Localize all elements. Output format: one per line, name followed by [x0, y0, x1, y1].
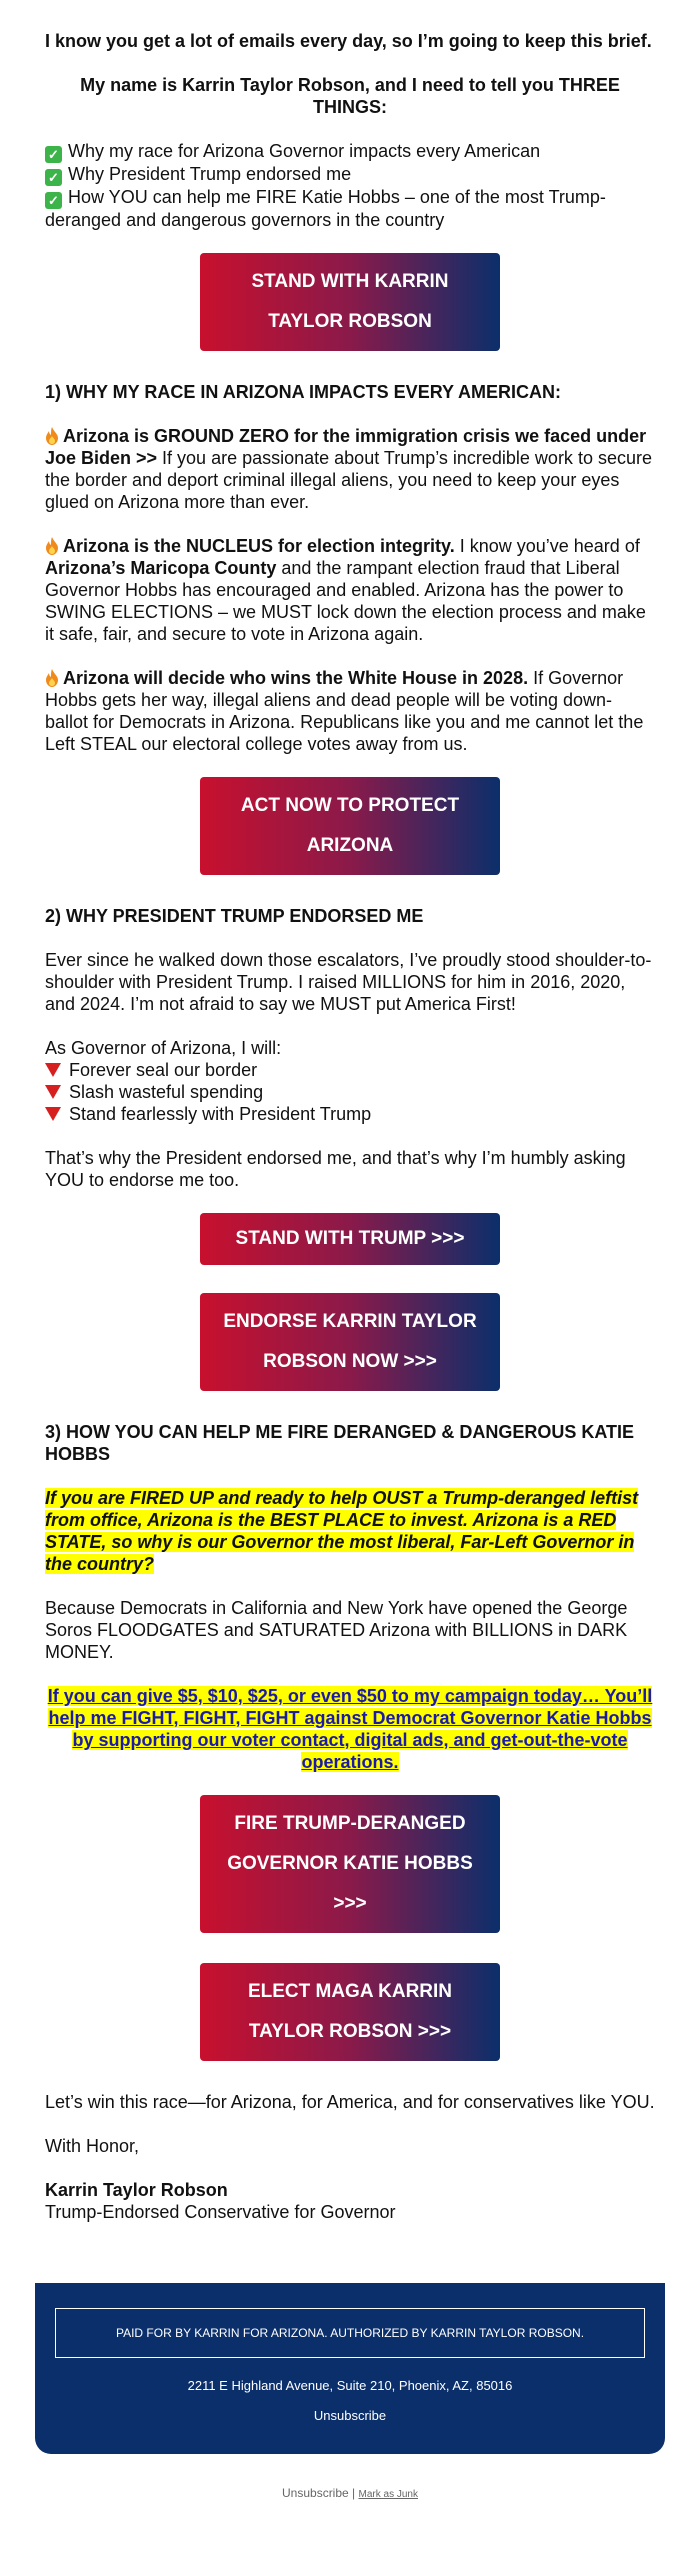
separator: | [352, 2486, 356, 2500]
list-item: Stand fearlessly with President Trump [45, 1103, 655, 1125]
signoff: With Honor, [45, 2136, 140, 2156]
check-icon: ✓ [45, 146, 62, 163]
footer-unsubscribe-link[interactable]: Unsubscribe [313, 2408, 387, 2423]
unsubscribe-link[interactable]: Unsubscribe [282, 2486, 349, 2500]
will-list [45, 1037, 655, 1125]
red-triangle-icon [45, 1107, 61, 1121]
section3-p1: Because Democrats in California and New York have opened the George Soros FLOODGATES and SATURATED Arizona with BILLIONS in DARK MONEY. [45, 1598, 628, 1662]
intro-opening: I know you get a lot of emails every day, so I’m going to keep this brief. [45, 31, 652, 51]
bottom-links [0, 2482, 700, 2506]
list-item: ✓ Why my race for Arizona Governor impacts every American [45, 140, 655, 163]
button-row [45, 1213, 655, 1265]
section1-p2: Arizona is the NUCLEUS for election integrity. I know you’ve heard of Arizona’s Maricopa County and the rampant election fraud that Liberal Governor Hobbs has encouraged and enabled. Arizona has the power to SWING ELECTIONS – we MUST lock down the election process and make it safe, fair, and secure to vote in Arizona again. [45, 536, 646, 644]
button-row [45, 777, 655, 875]
fire-icon [45, 669, 59, 687]
list-item: Forever seal our border [45, 1059, 655, 1081]
section1-p1: Arizona is GROUND ZERO for the immigration crisis we faced under Joe Biden >> If you are passionate about Trump’s incredible work to secure the border and deport criminal illegal aliens, you need to keep your eyes glued on Arizona more than ever. [45, 426, 652, 512]
footer-address: 2211 E Highland Avenue, Suite 210, Phoenix, AZ, 85016 [187, 2378, 513, 2393]
fire-icon [45, 427, 59, 445]
section3-heading: 3) HOW YOU CAN HELP ME FIRE DERANGED & DANGEROUS KATIE HOBBS [45, 1422, 635, 1464]
red-triangle-icon [45, 1063, 61, 1077]
signature-title: Trump-Endorsed Conservative for Governor [45, 2202, 396, 2222]
section2-p1: Ever since he walked down those escalators, I’ve proudly stood shoulder-to-shoulder with President Trump. I raised MILLIONS for him in 2016, 2020, and 2024. I’m not afraid to say we MUST put America First! [45, 950, 652, 1014]
button-row [45, 1293, 655, 1391]
fire-icon [45, 537, 59, 555]
elect-maga-button[interactable]: ELECT MAGA KARRIN TAYLOR ROBSON >>> [200, 1963, 500, 2061]
section1-p3: Arizona will decide who wins the White House in 2028. If Governor Hobbs gets her way, illegal aliens and dead people will be voting down-ballot for Democrats in Arizona. Republicans like you and me cannot let the Left STEAL our electoral college votes away from us. [45, 668, 644, 754]
list-item: ✓ How YOU can help me FIRE Katie Hobbs – one of the most Trump-deranged and dangerous governors in the country [45, 187, 606, 230]
button-row [45, 1963, 655, 2061]
button-row [45, 1795, 655, 1933]
three-things-list [45, 140, 655, 231]
section1-heading: 1) WHY MY RACE IN ARIZONA IMPACTS EVERY AMERICAN: [45, 382, 562, 402]
check-icon: ✓ [45, 169, 62, 186]
closing-p1: Let’s win this race—for Arizona, for America, and for conservatives like YOU. [45, 2092, 655, 2112]
act-now-button[interactable]: ACT NOW TO PROTECT ARIZONA [200, 777, 500, 875]
red-triangle-icon [45, 1085, 61, 1099]
paid-for-disclaimer: PAID FOR BY KARRIN FOR ARIZONA. AUTHORIZED BY KARRIN TAYLOR ROBSON. [55, 2308, 645, 2358]
donate-link-para [45, 1685, 655, 1773]
mark-as-junk-link[interactable]: Mark as Junk [358, 2489, 418, 2500]
section2-heading: 2) WHY PRESIDENT TRUMP ENDORSED ME [45, 906, 424, 926]
check-icon: ✓ [45, 192, 62, 209]
donate-link[interactable]: If you can give $5, $10, $25, or even $50 to my campaign today… You’ll help me FIGHT, FIGHT, FIGHT against Democrat Governor Katie Hobbs by supporting our voter contact, digital ads, and get-out-the-vote operations. [47, 1686, 653, 1772]
list-item: ✓ Why President Trump endorsed me [45, 163, 655, 186]
will-intro: As Governor of Arizona, I will: [45, 1038, 282, 1058]
footer [35, 2283, 665, 2454]
three-things-heading: My name is Karrin Taylor Robson, and I need to tell you THREE THINGS: [80, 75, 620, 117]
section2-p2: That’s why the President endorsed me, and that’s why I’m humbly asking YOU to endorse me too. [45, 1148, 626, 1190]
fire-hobbs-button[interactable]: FIRE TRUMP-DERANGED GOVERNOR KATIE HOBBS >>> [200, 1795, 500, 1933]
list-item: Slash wasteful spending [45, 1081, 655, 1103]
signature-name: Karrin Taylor Robson [45, 2180, 228, 2200]
endorse-button[interactable]: ENDORSE KARRIN TAYLOR ROBSON NOW >>> [200, 1293, 500, 1391]
section3-highlight: If you are FIRED UP and ready to help OUST a Trump-deranged leftist from office, Arizona is the BEST PLACE to invest. Arizona is a RED STATE, so why is our Governor the most liberal, Far-Left Governor in the country? [45, 1488, 639, 1574]
stand-with-trump-button[interactable]: STAND WITH TRUMP >>> [200, 1213, 500, 1265]
button-row [45, 253, 655, 351]
signature [45, 2179, 655, 2223]
stand-with-karrin-button[interactable]: STAND WITH KARRIN TAYLOR ROBSON [200, 253, 500, 351]
